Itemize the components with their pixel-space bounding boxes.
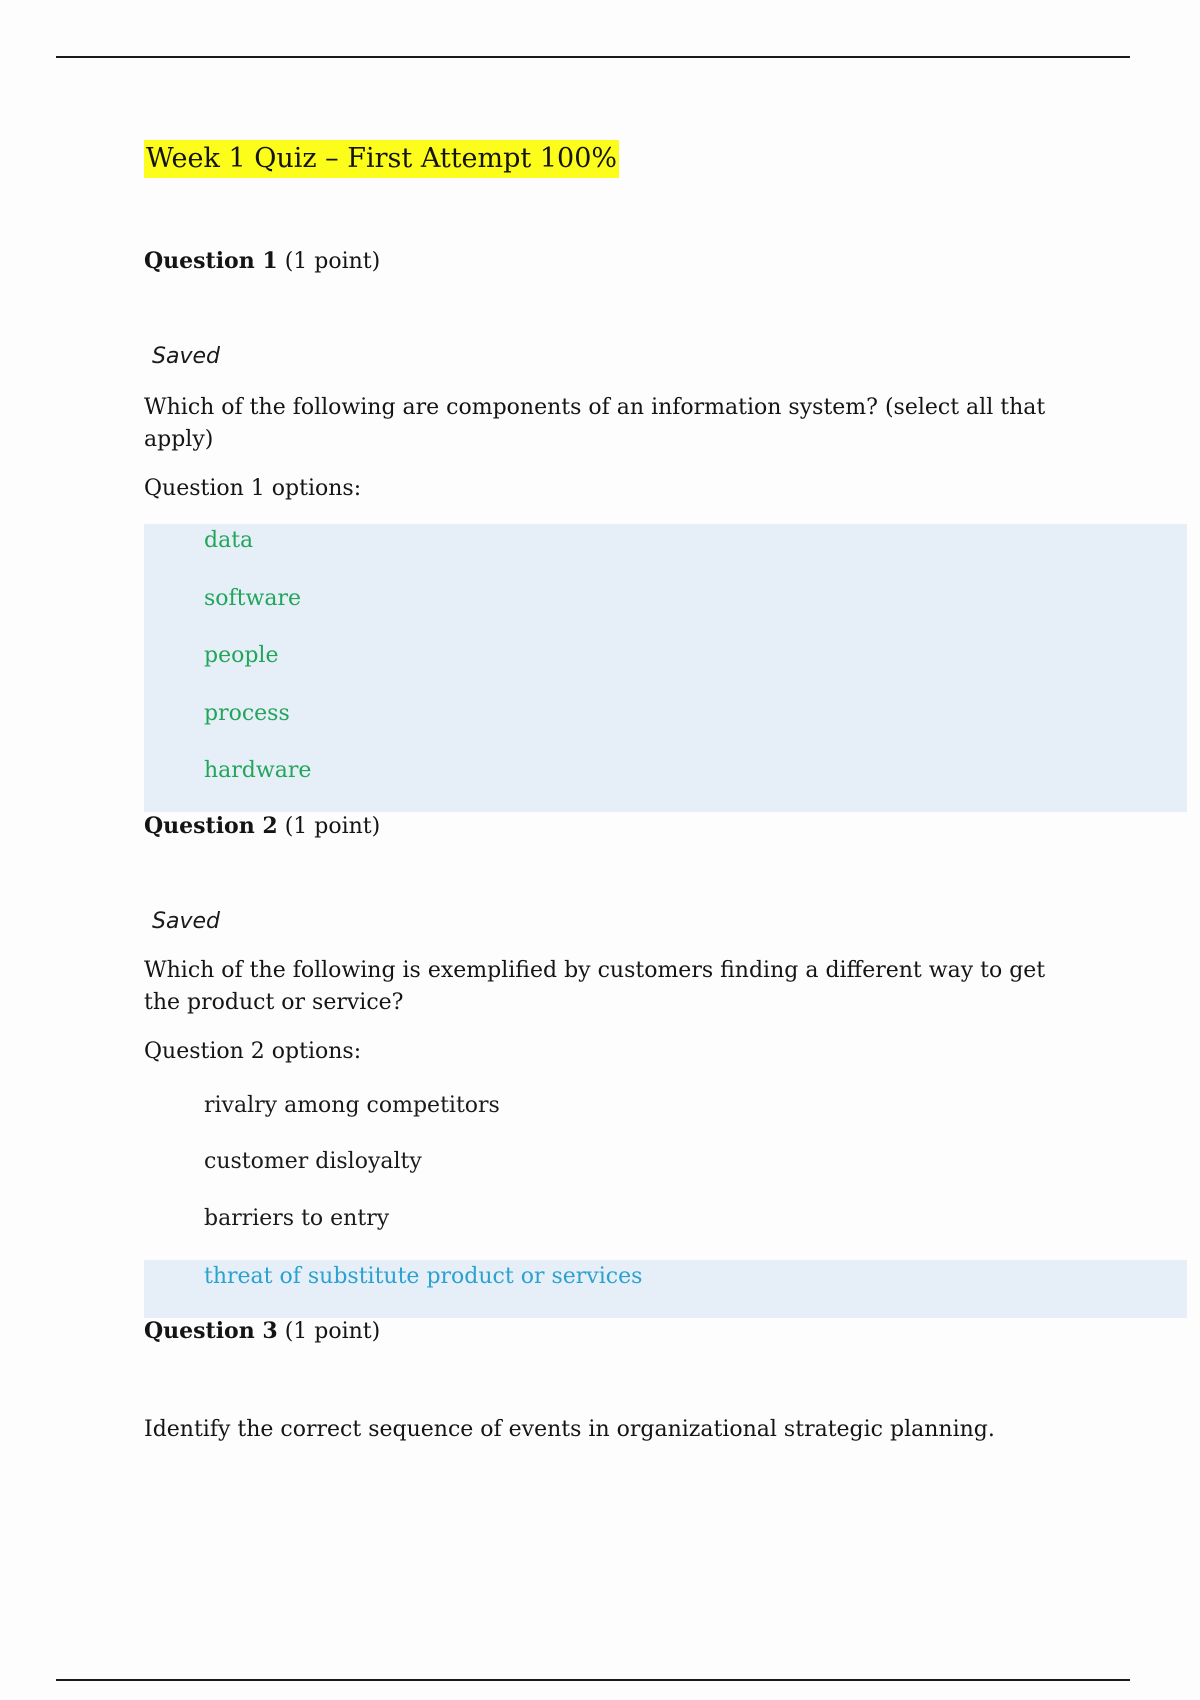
question-1-prompt: Which of the following are components of an information system? (select all that apply): [144, 395, 1046, 452]
question-2-option[interactable]: rivalry among competitors: [204, 1093, 500, 1118]
question-2-options-label: Question 2 options:: [144, 1039, 362, 1064]
question-1-option[interactable]: software: [204, 586, 302, 611]
question-2-option[interactable]: barriers to entry: [204, 1206, 390, 1231]
question-3-heading: [144, 1316, 380, 1347]
top-rule: [56, 56, 1130, 58]
question-2-heading: [144, 811, 380, 842]
page-title: Week 1 Quiz – First Attempt 100%: [144, 140, 619, 178]
question-2-option-selected[interactable]: threat of substitute product or services: [204, 1264, 643, 1289]
question-2-option[interactable]: customer disloyalty: [204, 1149, 422, 1174]
question-3-points: (1 point): [284, 1319, 381, 1344]
question-2-saved-status: Saved: [152, 909, 220, 934]
bottom-rule: [56, 1679, 1130, 1681]
question-2-points: (1 point): [284, 814, 381, 839]
question-1-saved-status: Saved: [152, 344, 220, 369]
question-2-prompt: Which of the following is exemplified by customers finding a different way to get the product or service?: [144, 958, 1046, 1015]
question-1-option[interactable]: people: [204, 643, 279, 668]
question-1-option[interactable]: data: [204, 528, 254, 553]
question-1-points: (1 point): [284, 249, 381, 274]
question-1-option[interactable]: process: [204, 701, 290, 726]
question-1-label: Question 1: [144, 248, 278, 274]
question-3-label: Question 3: [144, 1318, 278, 1344]
question-2-label: Question 2: [144, 813, 278, 839]
question-1-heading: [144, 246, 380, 277]
question-1-option[interactable]: hardware: [204, 758, 312, 783]
question-1-options-label: Question 1 options:: [144, 476, 362, 501]
question-3-prompt: Identify the correct sequence of events in organizational strategic planning.: [144, 1417, 995, 1442]
